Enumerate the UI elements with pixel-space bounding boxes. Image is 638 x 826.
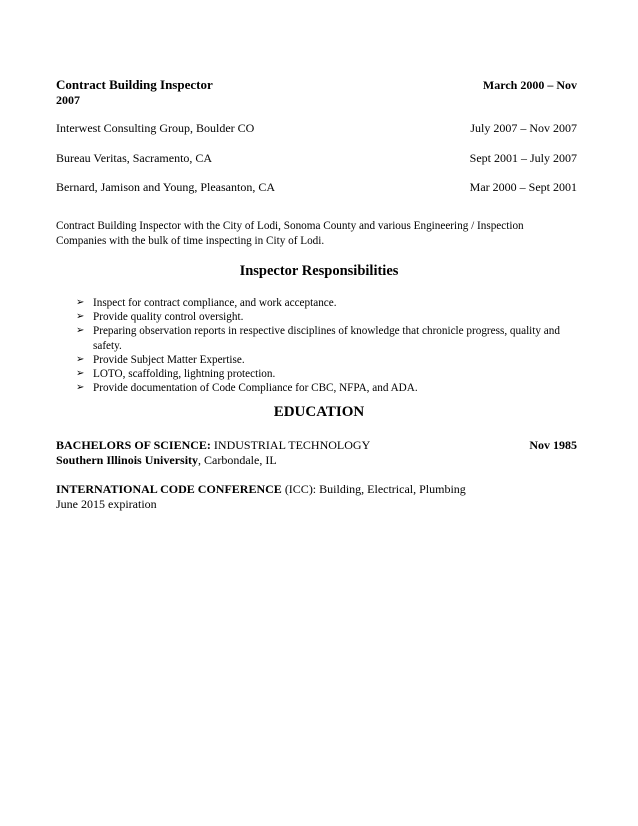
degree-label: BACHELORS OF SCIENCE: bbox=[56, 438, 211, 452]
job-title: Contract Building Inspector bbox=[56, 77, 213, 92]
list-item bbox=[76, 324, 586, 352]
school-line bbox=[56, 453, 277, 468]
certification-line bbox=[56, 482, 466, 497]
school-location: , Carbondale, IL bbox=[198, 453, 277, 467]
employer-name: Bureau Veritas, Sacramento, CA bbox=[56, 151, 213, 165]
employer-name: Bernard, Jamison and Young, Pleasanton, CA bbox=[56, 180, 275, 194]
responsibility-text: Preparing observation reports in respective disciplines of knowledge that chronicle progress, quality and safety. bbox=[93, 325, 560, 352]
arrow-bullet-icon: ➢ bbox=[76, 325, 85, 337]
responsibilities-list bbox=[76, 296, 586, 395]
arrow-bullet-icon: ➢ bbox=[76, 368, 85, 380]
job-description: Contract Building Inspector with the City of Lodi, Sonoma County and various Engineering / Inspection Companies with the bulk of time inspecting in City of Lodi. bbox=[56, 220, 524, 247]
responsibility-text: Inspect for contract compliance, and work acceptance. bbox=[93, 297, 337, 309]
certification-expiration: June 2015 expiration bbox=[56, 497, 157, 511]
responsibilities-heading: Inspector Responsibilities bbox=[239, 263, 399, 279]
arrow-bullet-icon: ➢ bbox=[76, 311, 85, 323]
list-item bbox=[76, 367, 586, 381]
employer-dates: Mar 2000 – Sept 2001 bbox=[469, 180, 577, 194]
employer-dates: Sept 2001 – July 2007 bbox=[469, 151, 577, 165]
responsibility-text: Provide Subject Matter Expertise. bbox=[93, 353, 245, 366]
responsibility-text: Provide documentation of Code Compliance for CBC, NFPA, and ADA. bbox=[93, 382, 418, 395]
school-name: Southern Illinois University bbox=[56, 453, 199, 467]
responsibility-text: LOTO, scaffolding, lightning protection. bbox=[93, 368, 276, 381]
list-item bbox=[76, 310, 586, 324]
job-date-range: March 2000 – Nov bbox=[482, 78, 577, 92]
list-item bbox=[76, 296, 586, 310]
responsibility-text: Provide quality control oversight. bbox=[93, 311, 244, 324]
employer-dates: July 2007 – Nov 2007 bbox=[470, 121, 577, 135]
job-date-range-end: 2007 bbox=[56, 93, 80, 107]
arrow-bullet-icon: ➢ bbox=[76, 382, 85, 394]
certification-name: INTERNATIONAL CODE CONFERENCE bbox=[56, 482, 282, 496]
list-item bbox=[76, 353, 586, 367]
arrow-bullet-icon: ➢ bbox=[76, 297, 85, 308]
certification-detail: (ICC): Building, Electrical, Plumbing bbox=[284, 482, 466, 496]
degree-date: Nov 1985 bbox=[529, 438, 577, 452]
arrow-bullet-icon: ➢ bbox=[76, 353, 85, 365]
education-heading: EDUCATION bbox=[273, 404, 365, 420]
degree-field: INDUSTRIAL TECHNOLOGY bbox=[213, 438, 371, 452]
list-item bbox=[76, 381, 586, 395]
degree-line bbox=[56, 438, 370, 453]
employer-name: Interwest Consulting Group, Boulder CO bbox=[56, 121, 255, 135]
